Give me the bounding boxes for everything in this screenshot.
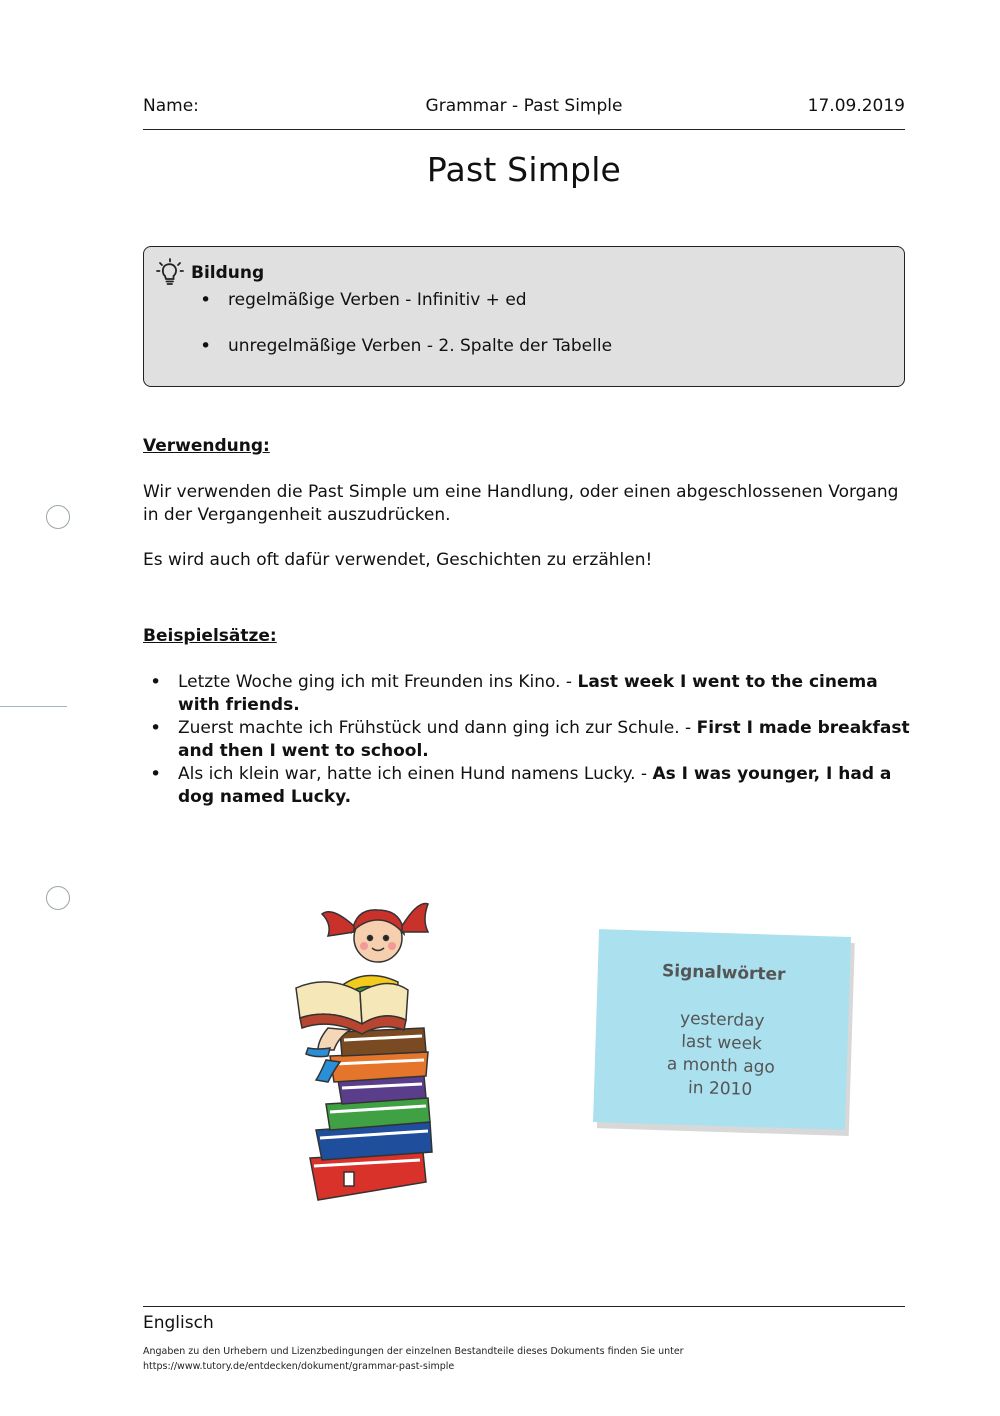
list-item (150, 717, 910, 763)
signal-word: yesterday (679, 1008, 765, 1032)
example-english: As I was younger, I had a dog named Lucky. (178, 764, 892, 807)
list-item: • unregelmäßige Verben - 2. Spalte der Tabelle (200, 336, 612, 382)
examples-heading: Beispielsätze: (143, 626, 277, 646)
usage-paragraph: Es wird auch oft dafür verwendet, Geschichten zu erzählen! (143, 550, 653, 570)
header-topic: Grammar - Past Simple (425, 96, 623, 116)
note-title: Signalwörter (661, 961, 786, 985)
usage-heading: Verwendung: (143, 436, 270, 456)
fold-mark (0, 706, 67, 707)
info-box-title: Bildung (191, 263, 265, 283)
info-box-list (200, 290, 612, 382)
footer-attribution (143, 1344, 905, 1374)
lightbulb-icon (156, 258, 184, 288)
list-item (150, 763, 910, 809)
example-english: First I made breakfast and then I went to school. (178, 718, 910, 761)
girl-on-books-illustration (288, 890, 448, 1210)
header-name-label: Name: (143, 96, 199, 116)
note-words (594, 1005, 849, 1105)
signal-word: in 2010 (687, 1077, 753, 1100)
footer-subject: Englisch (143, 1313, 214, 1333)
attribution-url: https://www.tutory.de/entdecken/dokument/grammar-past-simple (143, 1361, 455, 1372)
signal-words-note (593, 929, 851, 1130)
signal-word: last week (680, 1031, 763, 1055)
example-german: Zuerst machte ich Frühstück und dann ging ich zur Schule. - (178, 718, 697, 738)
list-item (150, 671, 910, 717)
sticky-note (593, 929, 851, 1130)
examples-list (150, 671, 910, 809)
info-box (143, 246, 905, 387)
signal-word: a month ago (666, 1054, 776, 1078)
header-date: 17.09.2019 (807, 96, 905, 116)
page-header (143, 94, 905, 130)
footer-divider (143, 1306, 905, 1307)
punch-hole-bottom (46, 886, 70, 910)
attribution-text: Angaben zu den Urhebern und Lizenzbedingungen der einzelnen Bestandteile dieses Dokuments finden Sie unter (143, 1346, 684, 1357)
example-german: Als ich klein war, hatte ich einen Hund namens Lucky. - (178, 764, 653, 784)
list-item: • regelmäßige Verben - Infinitiv + ed (200, 290, 612, 336)
example-english: Last week I went to the cinema with friends. (178, 672, 878, 715)
punch-hole-top (46, 505, 70, 529)
example-german: Letzte Woche ging ich mit Freunden ins Kino. - (178, 672, 578, 692)
usage-paragraph: Wir verwenden die Past Simple um eine Handlung, oder einen abgeschlossenen Vorgang in der Vergangenheit auszudrücken. (143, 482, 899, 525)
page-title: Past Simple (426, 150, 622, 189)
